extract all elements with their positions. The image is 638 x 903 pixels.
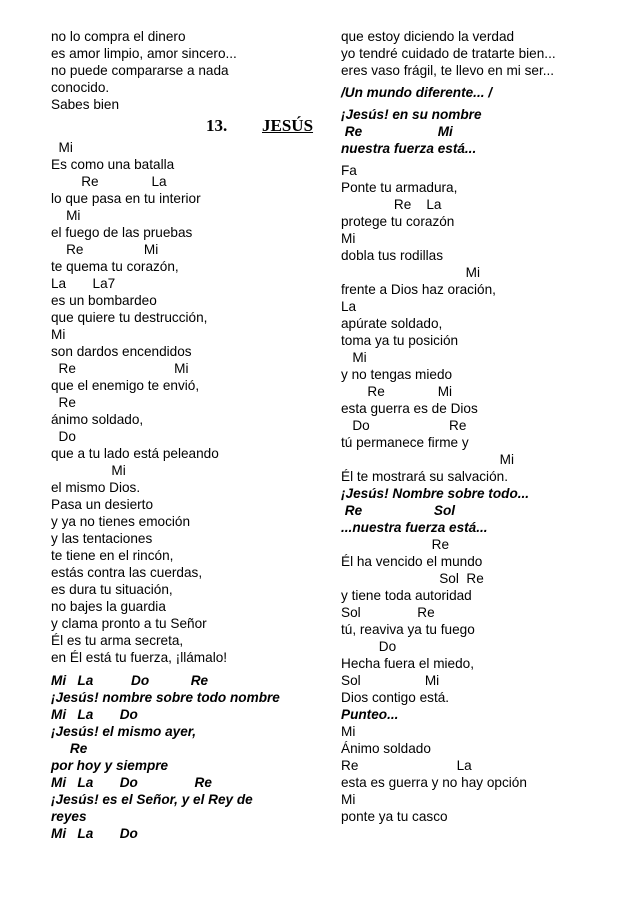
lyric-line: no puede compararse a nada bbox=[51, 63, 229, 78]
lyric-line: esta es guerra y no hay opción bbox=[341, 775, 527, 790]
lyric-line: Re Mi bbox=[341, 384, 453, 399]
lyric-line: tú permanece firme y bbox=[341, 435, 469, 450]
chorus-line: por hoy y siempre bbox=[51, 758, 169, 773]
lyric-line: y tiene toda autoridad bbox=[341, 588, 472, 603]
lyric-line: Re La bbox=[51, 174, 167, 189]
lyric-line: Mi bbox=[51, 327, 66, 342]
chorus-line: ¡Jesús! es el Señor, y el Rey de bbox=[51, 792, 253, 807]
song-title bbox=[51, 113, 336, 139]
lyric-line: conocido. bbox=[51, 80, 110, 95]
lyric-line: Sol Re bbox=[341, 571, 484, 586]
lyric-line: Re bbox=[51, 395, 76, 410]
lyric-line: Sol Re bbox=[341, 605, 435, 620]
lyric-line: Ánimo soldado bbox=[341, 741, 431, 756]
lyric-line: Mi bbox=[341, 724, 356, 739]
lyric-line: Mi bbox=[341, 792, 356, 807]
lyric-line: Re Mi bbox=[51, 242, 159, 257]
chorus-line: Mi La Do Re bbox=[51, 775, 212, 790]
lyric-line: Sabes bien bbox=[51, 97, 120, 112]
lyric-line: Él es tu arma secreta, bbox=[51, 633, 184, 648]
lyric-line: te tiene en el rincón, bbox=[51, 548, 174, 563]
chorus-line: ...nuestra fuerza está... bbox=[341, 520, 488, 535]
lyric-line: y clama pronto a tu Señor bbox=[51, 616, 207, 631]
lyric-line: y ya no tienes emoción bbox=[51, 514, 191, 529]
song-name: JESÚS bbox=[262, 116, 314, 135]
lyric-line: tú, reaviva ya tu fuego bbox=[341, 622, 475, 637]
chorus-line: Re Mi bbox=[341, 124, 453, 139]
lyric-line: no lo compra el dinero bbox=[51, 29, 186, 44]
chorus-line: Punteo... bbox=[341, 707, 399, 722]
lyric-line: Él ha vencido el mundo bbox=[341, 554, 483, 569]
lyric-line: Re La bbox=[341, 197, 442, 212]
lyric-line: Mi bbox=[341, 231, 356, 246]
lyric-line: ponte ya tu casco bbox=[341, 809, 448, 824]
lyric-line: que quiere tu destrucción, bbox=[51, 310, 208, 325]
lyric-line: eres vaso frágil, te llevo en mi ser... bbox=[341, 63, 555, 78]
lyric-line: que a tu lado está peleando bbox=[51, 446, 219, 461]
lyric-line: es amor limpio, amor sincero... bbox=[51, 46, 237, 61]
lyric-line: Do bbox=[341, 639, 397, 654]
lyric-line: apúrate soldado, bbox=[341, 316, 443, 331]
lyric-line: Ponte tu armadura, bbox=[341, 180, 458, 195]
lyric-line: que el enemigo te envió, bbox=[51, 378, 200, 393]
lyric-line: es un bombardeo bbox=[51, 293, 157, 308]
lyric-line: te quema tu corazón, bbox=[51, 259, 179, 274]
lyric-line: en Él está tu fuerza, ¡llámalo! bbox=[51, 650, 228, 665]
lyric-line: es dura tu situación, bbox=[51, 582, 173, 597]
lyric-line: y no tengas miedo bbox=[341, 367, 453, 382]
lyric-line: frente a Dios haz oración, bbox=[341, 282, 496, 297]
lyric-line: Es como una batalla bbox=[51, 157, 175, 172]
right-column bbox=[341, 28, 631, 825]
lyric-line: Re bbox=[341, 537, 450, 552]
lyric-line: y las tentaciones bbox=[51, 531, 153, 546]
lyric-line: son dardos encendidos bbox=[51, 344, 192, 359]
chorus-line: ¡Jesús! Nombre sobre todo... bbox=[341, 486, 530, 501]
lyric-line: Hecha fuera el miedo, bbox=[341, 656, 474, 671]
song-number: 13. bbox=[206, 116, 228, 135]
chorus-line: ¡Jesús! en su nombre bbox=[341, 107, 482, 122]
left-column bbox=[51, 28, 336, 842]
lyric-line: el mismo Dios. bbox=[51, 480, 141, 495]
lyric-line: Mi bbox=[341, 452, 514, 467]
lyric-line: dobla tus rodillas bbox=[341, 248, 444, 263]
lyric-line: Re Mi bbox=[51, 361, 189, 376]
lyric-line: Fa bbox=[341, 163, 357, 178]
lyric-line: estás contra las cuerdas, bbox=[51, 565, 203, 580]
lyric-line: Re La bbox=[341, 758, 472, 773]
lyric-line: Dios contigo está. bbox=[341, 690, 450, 705]
chorus-line: ¡Jesús! el mismo ayer, bbox=[51, 724, 197, 739]
lyric-line: La bbox=[341, 299, 357, 314]
lyric-line: que estoy diciendo la verdad bbox=[341, 29, 515, 44]
lyric-line: Él te mostrará su salvación. bbox=[341, 469, 508, 484]
chorus-line: reyes bbox=[51, 809, 87, 824]
lyric-line: Mi bbox=[51, 208, 81, 223]
lyric-line: Sol Mi bbox=[341, 673, 440, 688]
lyric-line: esta guerra es de Dios bbox=[341, 401, 478, 416]
chorus-line: Mi La Do bbox=[51, 707, 138, 722]
chorus-line: Mi La Do bbox=[51, 826, 138, 841]
lyric-line: Mi bbox=[341, 265, 480, 280]
chorus-line: ¡Jesús! nombre sobre todo nombre bbox=[51, 690, 280, 705]
lyric-line: no bajes la guardia bbox=[51, 599, 166, 614]
lyric-line: toma ya tu posición bbox=[341, 333, 459, 348]
lyric-line: Mi bbox=[51, 140, 73, 155]
lyric-line: Mi bbox=[51, 463, 126, 478]
lyric-line: ánimo soldado, bbox=[51, 412, 144, 427]
chorus-line: Re bbox=[51, 741, 88, 756]
lyric-line: Do bbox=[51, 429, 76, 444]
lyric-line: Do Re bbox=[341, 418, 467, 433]
chorus-line: Re Sol bbox=[341, 503, 456, 518]
lyric-line: lo que pasa en tu interior bbox=[51, 191, 201, 206]
chorus-line: /Un mundo diferente... / bbox=[341, 85, 493, 100]
lyric-line: el fuego de las pruebas bbox=[51, 225, 193, 240]
lyric-line: yo tendré cuidado de tratarte bien... bbox=[341, 46, 556, 61]
chorus-line: nuestra fuerza está... bbox=[341, 141, 477, 156]
chorus-line: Mi La Do Re bbox=[51, 673, 209, 688]
lyric-line: Pasa un desierto bbox=[51, 497, 154, 512]
lyric-line: protege tu corazón bbox=[341, 214, 455, 229]
lyric-line: La La7 bbox=[51, 276, 116, 291]
lyric-line: Mi bbox=[341, 350, 367, 365]
